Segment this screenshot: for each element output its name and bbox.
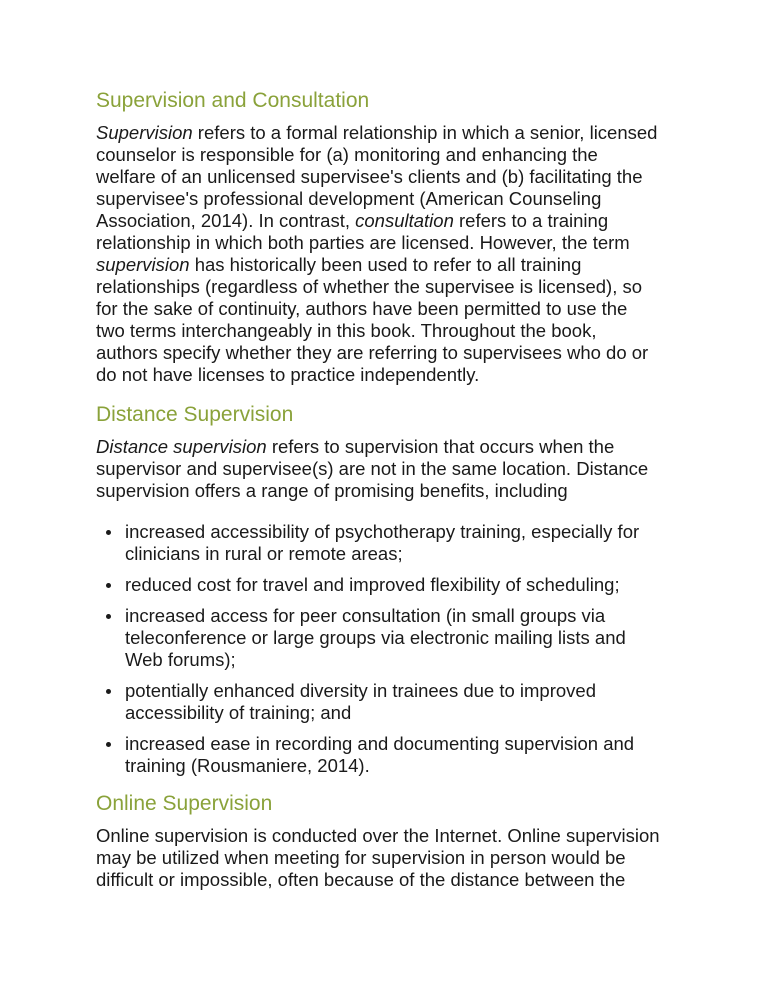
list-item-line: Web forums);: [125, 649, 236, 670]
line-text: refers to a formal relationship in which a senior, licensed: [192, 122, 658, 143]
italic-term: Distance supervision: [96, 436, 267, 457]
paragraph-line: [96, 122, 686, 144]
list-item: [96, 574, 686, 596]
line-text: has historically been used to refer to all training: [189, 254, 582, 275]
paragraph-line: do not have licenses to practice independently.: [96, 364, 480, 385]
list-item-line: increased accessibility of psychotherapy training, especially for: [125, 521, 640, 542]
section-heading: Supervision and Consultation: [96, 89, 370, 112]
paragraph-line: supervision offers a range of promising benefits, including: [96, 480, 568, 501]
paragraph-line: [96, 210, 686, 232]
italic-term: Supervision: [96, 122, 193, 143]
list-item-line: increased access for peer consultation (in small groups via: [125, 605, 606, 626]
list-item-line: accessibility of training; and: [125, 702, 352, 723]
paragraph-line: relationship in which both parties are licensed. However, the term: [96, 232, 630, 253]
bullet-icon: [106, 742, 111, 747]
list-item-line: clinicians in rural or remote areas;: [125, 543, 403, 564]
list-item-line: teleconference or large groups via electronic mailing lists and: [125, 627, 626, 648]
section-supervision-and-consultation: [96, 88, 686, 386]
paragraph-line: [96, 436, 686, 458]
section-online-supervision: [96, 791, 686, 891]
benefits-list: [96, 521, 686, 777]
section-heading: Online Supervision: [96, 792, 273, 815]
list-item: [96, 680, 686, 724]
section-distance-supervision: [96, 402, 686, 777]
list-item: [96, 733, 686, 777]
paragraph-line: welfare of an unlicensed supervisee's clients and (b) facilitating the: [96, 166, 643, 187]
list-item-line: reduced cost for travel and improved flexibility of scheduling;: [125, 574, 620, 595]
list-item: [96, 521, 686, 565]
paragraph-line: supervisee's professional development (American Counseling: [96, 188, 602, 209]
paragraph-line: difficult or impossible, often because of the distance between the: [96, 869, 626, 890]
list-item-line: training (Rousmaniere, 2014).: [125, 755, 370, 776]
section-paragraph: [96, 122, 686, 386]
list-item-line: potentially enhanced diversity in trainees due to improved: [125, 680, 597, 701]
section-paragraph: [96, 436, 686, 502]
section-heading: Distance Supervision: [96, 403, 294, 426]
line-text: refers to supervision that occurs when the: [266, 436, 615, 457]
paragraph-line: [96, 254, 686, 276]
section-paragraph: [96, 825, 686, 891]
paragraph-line: two terms interchangeably in this book. Throughout the book,: [96, 320, 597, 341]
paragraph-line: Online supervision is conducted over the Internet. Online supervision: [96, 825, 660, 846]
paragraph-line: may be utilized when meeting for supervision in person would be: [96, 847, 626, 868]
paragraph-line: counselor is responsible for (a) monitoring and enhancing the: [96, 144, 598, 165]
bullet-icon: [106, 583, 111, 588]
bullet-icon: [106, 614, 111, 619]
italic-term: consultation: [355, 210, 454, 231]
paragraph-line: for the sake of continuity, authors have been permitted to use the: [96, 298, 628, 319]
list-item: [96, 605, 686, 671]
line-text: refers to a training: [453, 210, 609, 231]
bullet-icon: [106, 530, 111, 535]
bullet-icon: [106, 689, 111, 694]
paragraph-line: supervisor and supervisee(s) are not in the same location. Distance: [96, 458, 649, 479]
italic-term: supervision: [96, 254, 190, 275]
paragraph-line: authors specify whether they are referring to supervisees who do or: [96, 342, 649, 363]
document-page: [96, 88, 686, 891]
line-text: Association, 2014). In contrast,: [96, 210, 356, 231]
list-item-line: increased ease in recording and documenting supervision and: [125, 733, 635, 754]
paragraph-line: relationships (regardless of whether the supervisee is licensed), so: [96, 276, 643, 297]
